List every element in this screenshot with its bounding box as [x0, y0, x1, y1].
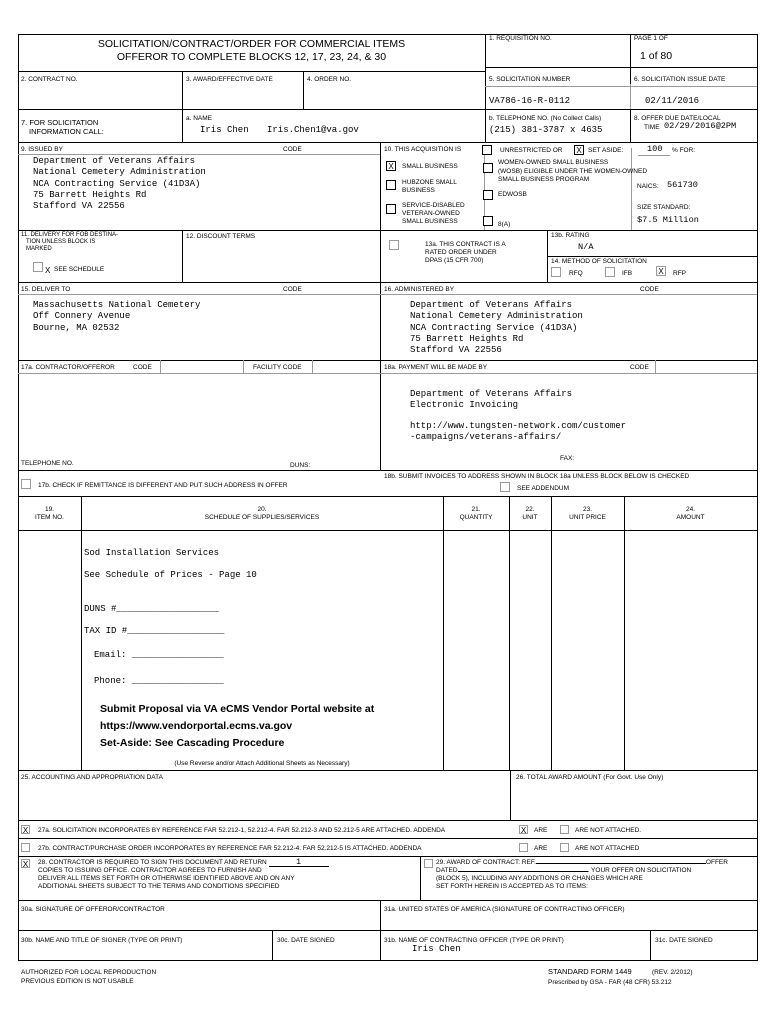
- eighta-label: 8(A): [498, 221, 511, 228]
- rfp-checkbox[interactable]: X: [656, 266, 666, 276]
- edwosb-checkbox[interactable]: [483, 190, 493, 200]
- telephone-value: (215) 381-3787 x 4635: [489, 125, 603, 135]
- facility-code-label: FACILITY CODE: [253, 364, 302, 371]
- see-addendum-checkbox[interactable]: [500, 482, 510, 492]
- block29-line1b: OFFER: [705, 859, 728, 866]
- footer-left: [21, 968, 156, 986]
- setaside-instruction: Set-Aside: See Cascading Procedure: [100, 737, 285, 749]
- rated-order-checkbox[interactable]: [389, 240, 399, 250]
- far-27a-text: 27a. SOLICITATION INCORPORATES BY REFERENCE FAR 52.212-1, 52.212-4. FAR 52.212-3 AND 52.212-5 ARE ATTACHED. ADDENDA: [38, 827, 446, 834]
- sdvosb-checkbox[interactable]: [386, 204, 396, 214]
- requisition-label: 1. REQUISITION NO.: [489, 35, 552, 42]
- contact-name-value: Iris Chen: [200, 125, 249, 135]
- addenda-b-are-not-checkbox[interactable]: [560, 843, 569, 852]
- schedule-item-title: Sod Installation Services: [84, 548, 220, 558]
- acquisition-label: 10. THIS ACQUISITION IS: [384, 146, 462, 153]
- setaside-percent: 100: [647, 144, 663, 154]
- rfq-checkbox[interactable]: [551, 267, 561, 277]
- offeror-date-label: 30c. DATE SIGNED: [277, 937, 335, 944]
- info-call-label: [21, 118, 104, 136]
- portal-instruction: Submit Proposal via VA eCMS Vendor Portal website at: [100, 703, 375, 715]
- block29-line3: (BLOCK 5), INCLUDING ANY ADDITIONS OR CHANGES WHICH ARE: [436, 875, 643, 882]
- hubzone-label-line1: HUBZONE SMALL: [402, 179, 457, 186]
- col-unit-header: [509, 506, 551, 522]
- solicitation-date-value: 02/11/2016: [645, 96, 700, 106]
- hubzone-label-line2: BUSINESS: [402, 187, 435, 194]
- sdvosb-label: [402, 202, 465, 226]
- setaside-label: SET ASIDE:: [588, 147, 624, 154]
- administered-by-label: 16. ADMINISTERED BY: [384, 286, 455, 293]
- delivery-fob-line2: TION UNLESS BLOCK IS: [26, 239, 96, 245]
- footer-reproduction: AUTHORIZED FOR LOCAL REPRODUCTION: [21, 969, 157, 976]
- wosb-label: [498, 159, 647, 185]
- col24-num: 24.: [685, 506, 696, 513]
- small-business-label: SMALL BUSINESS: [402, 163, 458, 170]
- ifb-checkbox[interactable]: [605, 267, 615, 277]
- award-text: [436, 859, 728, 891]
- sdvosb-label-line2: VETERAN-OWNED: [402, 210, 460, 217]
- issued-by-code-label: CODE: [283, 146, 302, 153]
- remittance-label: 17b. CHECK IF REMITTANCE IS DIFFERENT AND PUT SUCH ADDRESS IN OFFER: [38, 482, 288, 489]
- block29-line4: SET FORTH HEREIN IS ACCEPTED AS TO ITEMS:: [436, 883, 588, 890]
- telephone-label: b. TELEPHONE NO. (No Collect Calls): [489, 115, 602, 122]
- see-addendum-label: SEE ADDENDUM: [517, 485, 570, 492]
- issued-by-label: 9. ISSUED BY: [21, 146, 63, 153]
- addenda-are-label: ARE: [534, 827, 548, 834]
- addenda-are-not-label: ARE NOT ATTACHED.: [575, 827, 642, 834]
- form-revision: (REV. 2/2012): [652, 969, 693, 976]
- col22-num: 22.: [525, 506, 535, 513]
- submit-invoices-label: 18b. SUBMIT INVOICES TO ADDRESS SHOWN IN BLOCK 18a UNLESS BLOCK BELOW IS CHECKED: [384, 473, 690, 480]
- rated-order-line3: DPAS (15 CFR 700): [425, 257, 484, 264]
- col23-num: 23.: [582, 506, 593, 513]
- contracting-officer-name-label: 31b. NAME OF CONTRACTING OFFICER (TYPE OR PRINT): [384, 937, 564, 944]
- eighta-checkbox[interactable]: [483, 216, 493, 226]
- addenda-are-checkbox[interactable]: X: [520, 826, 527, 835]
- offeror-signature-label: 30a. SIGNATURE OF OFFEROR/CONTRACTOR: [21, 906, 165, 913]
- rfp-label: RFP: [673, 270, 686, 277]
- order-no-label: 4. ORDER NO.: [307, 76, 352, 83]
- deliver-to-code-label: CODE: [283, 286, 302, 293]
- solicitation-date-label: 6. SOLICITATION ISSUE DATE: [634, 76, 726, 83]
- col-unit-price-header: [551, 506, 624, 522]
- wosb-label-line3: SMALL BUSINESS PROGRAM: [498, 176, 590, 183]
- rfq-label: RFQ: [569, 270, 583, 277]
- info-call-label-line1: 7. FOR SOLICITATION: [21, 118, 99, 127]
- wosb-checkbox[interactable]: [483, 163, 493, 173]
- rating-label: 13b. RATING: [551, 232, 590, 239]
- small-business-checkbox[interactable]: X: [386, 161, 396, 171]
- size-standard-label: SIZE STANDARD:: [637, 204, 691, 211]
- deliver-to-address: Massachusetts National Cemetery Off Connery Avenue Bourne, MA 02532: [33, 300, 201, 333]
- schedule-item-ref: See Schedule of Prices - Page 10: [84, 570, 257, 580]
- far-27a-checkbox[interactable]: X: [22, 826, 29, 835]
- form-number: STANDARD FORM 1449: [548, 967, 632, 976]
- delivery-fob-line1: 11. DELIVERY FOR FOB DESTINA-: [21, 232, 119, 238]
- form-title: [18, 38, 485, 64]
- size-standard-value: $7.5 Million: [637, 215, 699, 225]
- reverse-note: (Use Reverse and/or Attach Additional Sheets as Necessary): [174, 760, 350, 767]
- solicitation-number-label: 5. SOLICITATION NUMBER: [489, 76, 571, 83]
- col23-label: UNIT PRICE: [569, 514, 606, 521]
- col24-label: AMOUNT: [676, 514, 705, 521]
- award-checkbox[interactable]: [424, 859, 433, 868]
- block29-line1a: 29. AWARD OF CONTRACT: REF.: [436, 859, 536, 866]
- offer-due-label: 8. OFFER DUE DATE/LOCAL: [634, 115, 721, 122]
- total-award-label: 26. TOTAL AWARD AMOUNT (For Govt. Use Only): [516, 774, 664, 781]
- col-quantity-header: [443, 506, 509, 522]
- fax-label: FAX:: [560, 455, 575, 462]
- naics-value: 561730: [667, 180, 698, 190]
- portal-url[interactable]: https://www.vendorportal.ecms.va.gov: [100, 720, 293, 732]
- block28-line3: DELIVER ALL ITEMS SET FORTH OR OTHERWISE IDENTIFIED ABOVE AND ON ANY: [38, 875, 295, 882]
- wosb-label-line1: WOMEN-OWNED SMALL BUSINESS: [498, 159, 609, 166]
- schedule-tax-line: TAX ID #__________________: [84, 626, 225, 636]
- administered-by-code-label: CODE: [640, 286, 659, 293]
- contact-email-value: Iris.Chen1@va.gov: [267, 125, 359, 135]
- col-item-no-header: [18, 506, 81, 522]
- col20-num: 20.: [257, 506, 267, 513]
- payment-url[interactable]: http://www.tungsten-network.com/customer -campaigns/veterans-affairs/: [410, 421, 627, 443]
- block29-line2a: DATED: [436, 867, 458, 874]
- officer-date-label: 31c. DATE SIGNED: [655, 937, 713, 944]
- rated-order-line2: RATED ORDER UNDER: [425, 249, 497, 256]
- col20-label: SCHEDULE OF SUPPLIES/SERVICES: [204, 514, 320, 521]
- delivery-fob-line3: MARKED: [26, 246, 52, 252]
- see-schedule-x: X: [45, 266, 51, 275]
- offer-due-time-label: TIME: [644, 124, 660, 131]
- edwosb-label: EDWOSB: [498, 191, 527, 198]
- setaside-checkbox[interactable]: X: [574, 145, 584, 155]
- sdvosb-label-line1: SERVICE-DISABLED: [402, 202, 465, 209]
- col22-label: UNIT: [522, 514, 538, 521]
- see-schedule-label: SEE SCHEDULE: [54, 266, 105, 273]
- duns-label: DUNS:: [290, 462, 311, 469]
- administered-by-address: Department of Veterans Affairs National Cemetery Administration NCA Contracting Service (41D3A) 75 Barrett Heights Rd Stafford VA 22556: [410, 300, 583, 355]
- method-label: 14. METHOD OF SOLICITATION: [551, 258, 647, 265]
- col21-label: QUANTITY: [459, 514, 493, 521]
- award-date-label: 3. AWARD/EFFECTIVE DATE: [186, 76, 273, 83]
- accounting-label: 25. ACCOUNTING AND APPROPRIATION DATA: [21, 774, 163, 781]
- hubzone-label: [402, 179, 457, 195]
- wosb-label-line2: (WOSB) ELIGIBLE UNDER THE WOMEN-OWNED: [498, 167, 648, 175]
- schedule-email-line: Email: _________________: [94, 650, 224, 660]
- contractor-sign-checkbox[interactable]: X: [22, 860, 29, 869]
- page-value: 1 of 80: [640, 50, 673, 62]
- unrestricted-label: UNRESTRICTED OR: [500, 147, 563, 154]
- offer-due-value: 02/29/2016@2PM: [664, 121, 737, 131]
- contractor-code-label: CODE: [133, 364, 152, 371]
- contract-no-label: 2. CONTRACT NO.: [21, 76, 78, 83]
- col21-num: 21.: [471, 506, 481, 513]
- deliver-to-label: 15. DELIVER TO: [21, 286, 71, 293]
- form-prescribed: Prescribed by GSA - FAR (48 CFR) 53.212: [548, 979, 672, 986]
- contracting-officer-name-value: Iris Chen: [412, 944, 461, 954]
- ifb-label: IFB: [622, 270, 633, 277]
- hubzone-checkbox[interactable]: [386, 180, 396, 190]
- addenda-are-not-checkbox[interactable]: [560, 825, 569, 834]
- schedule-duns-line: DUNS #___________________: [84, 604, 220, 614]
- contractor-label: 17a. CONTRACTOR/OFFEROR: [21, 364, 115, 371]
- footer-previous-edition: PREVIOUS EDITION IS NOT USABLE: [21, 978, 134, 985]
- copies-value: 1: [269, 859, 329, 867]
- solicitation-number-value: VA786-16-R-0112: [489, 96, 571, 106]
- contractor-sign-text: [38, 859, 329, 891]
- contracting-officer-signature-label: 31a. UNITED STATES OF AMERICA (SIGNATURE OF CONTRACTING OFFICER): [384, 906, 625, 913]
- rating-value: N/A: [578, 242, 594, 252]
- block28-line4: ADDITIONAL SHEETS SUBJECT TO THE TERMS AND CONDITIONS SPECIFIED: [38, 883, 280, 890]
- page-label: PAGE 1 OF: [634, 35, 668, 42]
- col19-label: ITEM NO.: [35, 514, 64, 521]
- block29-line2b: . YOUR OFFER ON SOLICITATION: [587, 867, 692, 874]
- telephone-no-label: TELEPHONE NO.: [21, 460, 74, 467]
- info-call-label-line2: INFORMATION CALL:: [29, 127, 104, 136]
- addenda-b-are-label: ARE: [534, 845, 548, 852]
- issued-by-address: Department of Veterans Affairs National Cemetery Administration NCA Contracting Service (41D3A) 75 Barrett Heights Rd Stafford VA 22556: [33, 156, 206, 211]
- far-27b-text: 27b. CONTRACT/PURCHASE ORDER INCORPORATES BY REFERENCE FAR 52.212-4. FAR 52.212-5 IS ATTACHED. ADDENDA: [38, 845, 422, 852]
- form-title-line2: OFFEROR TO COMPLETE BLOCKS 12, 17, 23, 24, & 30: [116, 51, 387, 63]
- col-schedule-header: [81, 506, 443, 522]
- percent-for-label: % FOR:: [672, 147, 696, 154]
- payment-address: Department of Veterans Affairs Electronic Invoicing: [410, 389, 573, 411]
- naics-label: NAICS:: [637, 183, 659, 190]
- payment-code-label: CODE: [630, 364, 649, 371]
- discount-terms-label: 12. DISCOUNT TERMS: [186, 233, 256, 240]
- delivery-fob-label: [21, 232, 118, 253]
- col19-num: 19.: [44, 506, 55, 513]
- rated-order-line1: 13a. THIS CONTRACT IS A: [425, 241, 506, 248]
- schedule-phone-line: Phone: _________________: [94, 676, 224, 686]
- unrestricted-checkbox[interactable]: [482, 145, 492, 155]
- block28-line2: COPIES TO ISSUING OFFICE. CONTRACTOR AGREES TO FURNISH AND: [38, 867, 262, 874]
- block28-line1: 28. CONTRACTOR IS REQUIRED TO SIGN THIS DOCUMENT AND RETURN: [38, 859, 267, 866]
- payment-label: 18a. PAYMENT WILL BE MADE BY: [384, 364, 488, 371]
- far-27b-checkbox[interactable]: [21, 843, 30, 852]
- signer-name-label: 30b. NAME AND TITLE OF SIGNER (TYPE OR PRINT): [21, 937, 183, 944]
- sdvosb-label-line3: SMALL BUSINESS: [402, 218, 458, 225]
- addenda-b-are-checkbox[interactable]: [519, 843, 528, 852]
- remittance-checkbox[interactable]: [21, 479, 31, 489]
- form-title-line1: SOLICITATION/CONTRACT/ORDER FOR COMMERCIAL ITEMS: [97, 38, 406, 50]
- see-schedule-checkbox[interactable]: [33, 262, 43, 272]
- name-label: a. NAME: [186, 115, 213, 122]
- rated-order-label: [405, 241, 506, 265]
- col-amount-header: [624, 506, 757, 522]
- addenda-b-are-not-label: ARE NOT ATTACHED: [575, 845, 640, 852]
